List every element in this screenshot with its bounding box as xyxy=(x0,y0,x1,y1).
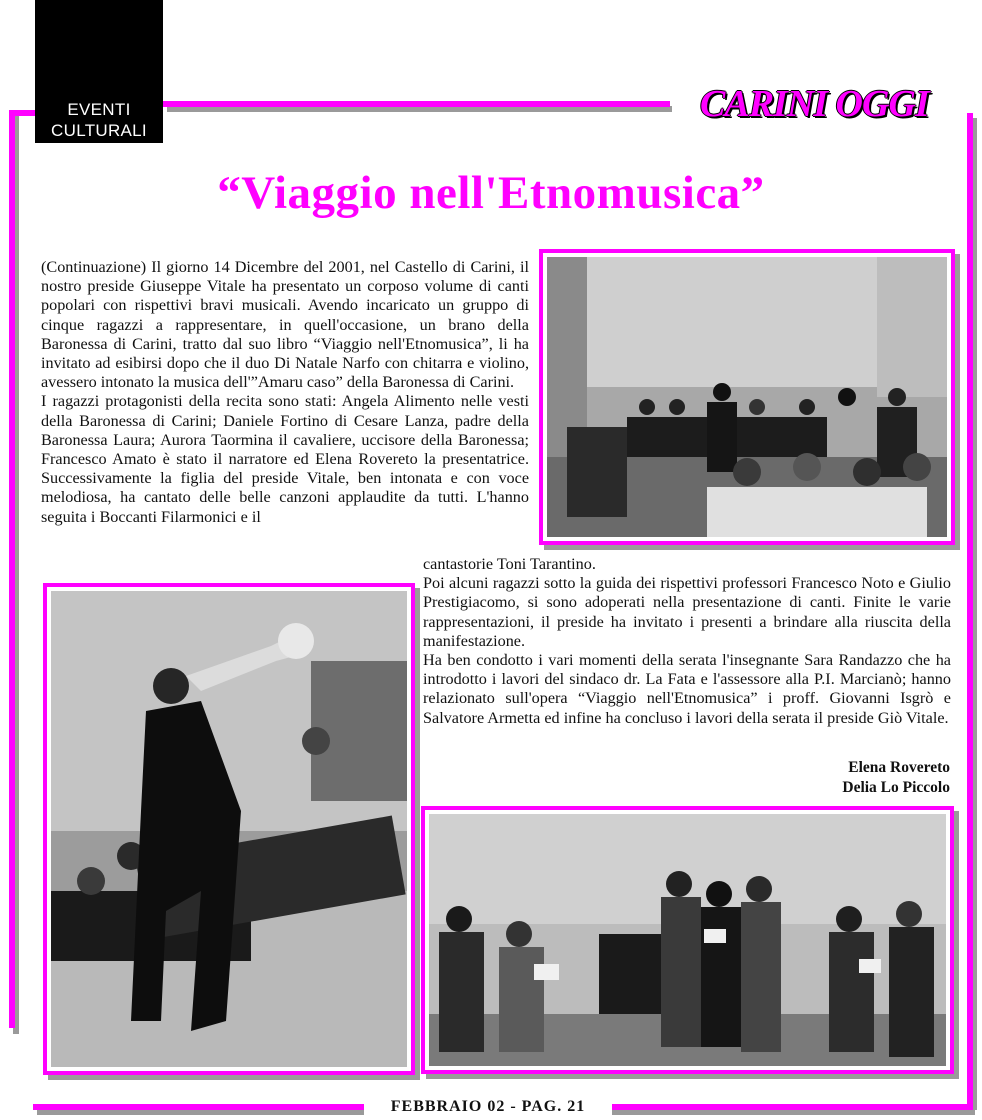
section-label-box xyxy=(35,0,163,143)
left-border xyxy=(9,110,15,1028)
masthead-logo: CARINI OGGI xyxy=(700,83,929,125)
top-rule xyxy=(163,101,670,107)
article-paragraph: cantastorie Toni Tarantino. xyxy=(423,555,596,573)
byline xyxy=(842,758,950,798)
author-name: Elena Rovereto xyxy=(848,759,950,776)
conference-photo xyxy=(547,257,947,537)
article-text-column-2 xyxy=(423,555,951,728)
right-border xyxy=(967,113,973,1106)
author-name: Delia Lo Piccolo xyxy=(842,779,950,796)
photo-frame-conference xyxy=(539,249,955,545)
article-paragraph: Ha ben condotto i vari momenti della serata l'insegnante Sara Randazzo che ha introdotto i lavori del sindaco dr. La Fata e l'assessore alla P.I. Marcianò; hanno relazionato sull'opera “Viaggio nell'Etnomusica” i proff. Giovanni Isgrò e Salvatore Armetta ed infine ha concluso i lavori della serata il preside Giò Vitale. xyxy=(423,651,951,727)
article-text-column-1 xyxy=(41,258,529,527)
article-paragraph: I ragazzi protagonisti della recita sono stati: Angela Alimento nelle vesti della Baronessa di Carini; Daniele Fortino di Cesare Lanza, padre della Baronessa Laura; Aurora Taormina il cavaliere, uccisore della Baronessa; Francesco Amato è stato il narratore ed Elena Rovereto la presentatrice. Successivamente la figlia del preside Vitale, ben intonata e con voce melodiosa, ha cantato delle belle canzoni applaudite da tutti. L'hanno seguita i Boccanti Filarmonici e il xyxy=(41,392,529,526)
left-border-cap xyxy=(9,110,35,116)
article-paragraph: Poi alcuni ragazzi sotto la guida dei rispettivi professori Francesco Noto e Giulio Prestigiacomo, si sono adoperati nella presentazione di canti. Finite le varie rappresentazioni, il preside ha invitato i presenti a brindare alla riuscita della manifestazione. xyxy=(423,574,951,650)
article-title: “Viaggio nell'Etnomusica” xyxy=(217,167,765,219)
article-paragraph: (Continuazione) Il giorno 14 Dicembre del 2001, nel Castello di Carini, il nostro preside Giuseppe Vitale ha presentato un corposo volume di canti popolari con rispettivi bravi musicali. Avendo incaricato un gruppo di cinque ragazzi a rappresentare, in quell'occasione, un brano della Baronessa di Carini, tratto dal suo libro “Viaggio nell'Etnomusica”, li ha invitato ad esibirsi dopo che il duo Di Natale Narfo con chitarra e violino, avessero intonato la musica dell'”Amaru caso” della Baronessa di Carini. xyxy=(41,258,529,392)
section-label: EVENTI CULTURALI xyxy=(51,100,147,140)
page-footer: FEBBRAIO 02 - PAG. 21 xyxy=(364,1098,612,1116)
trumpeter-photo xyxy=(51,591,407,1067)
photo-frame-trumpeter xyxy=(43,583,415,1075)
photo-frame-choir xyxy=(421,806,954,1074)
choir-photo xyxy=(429,814,946,1066)
